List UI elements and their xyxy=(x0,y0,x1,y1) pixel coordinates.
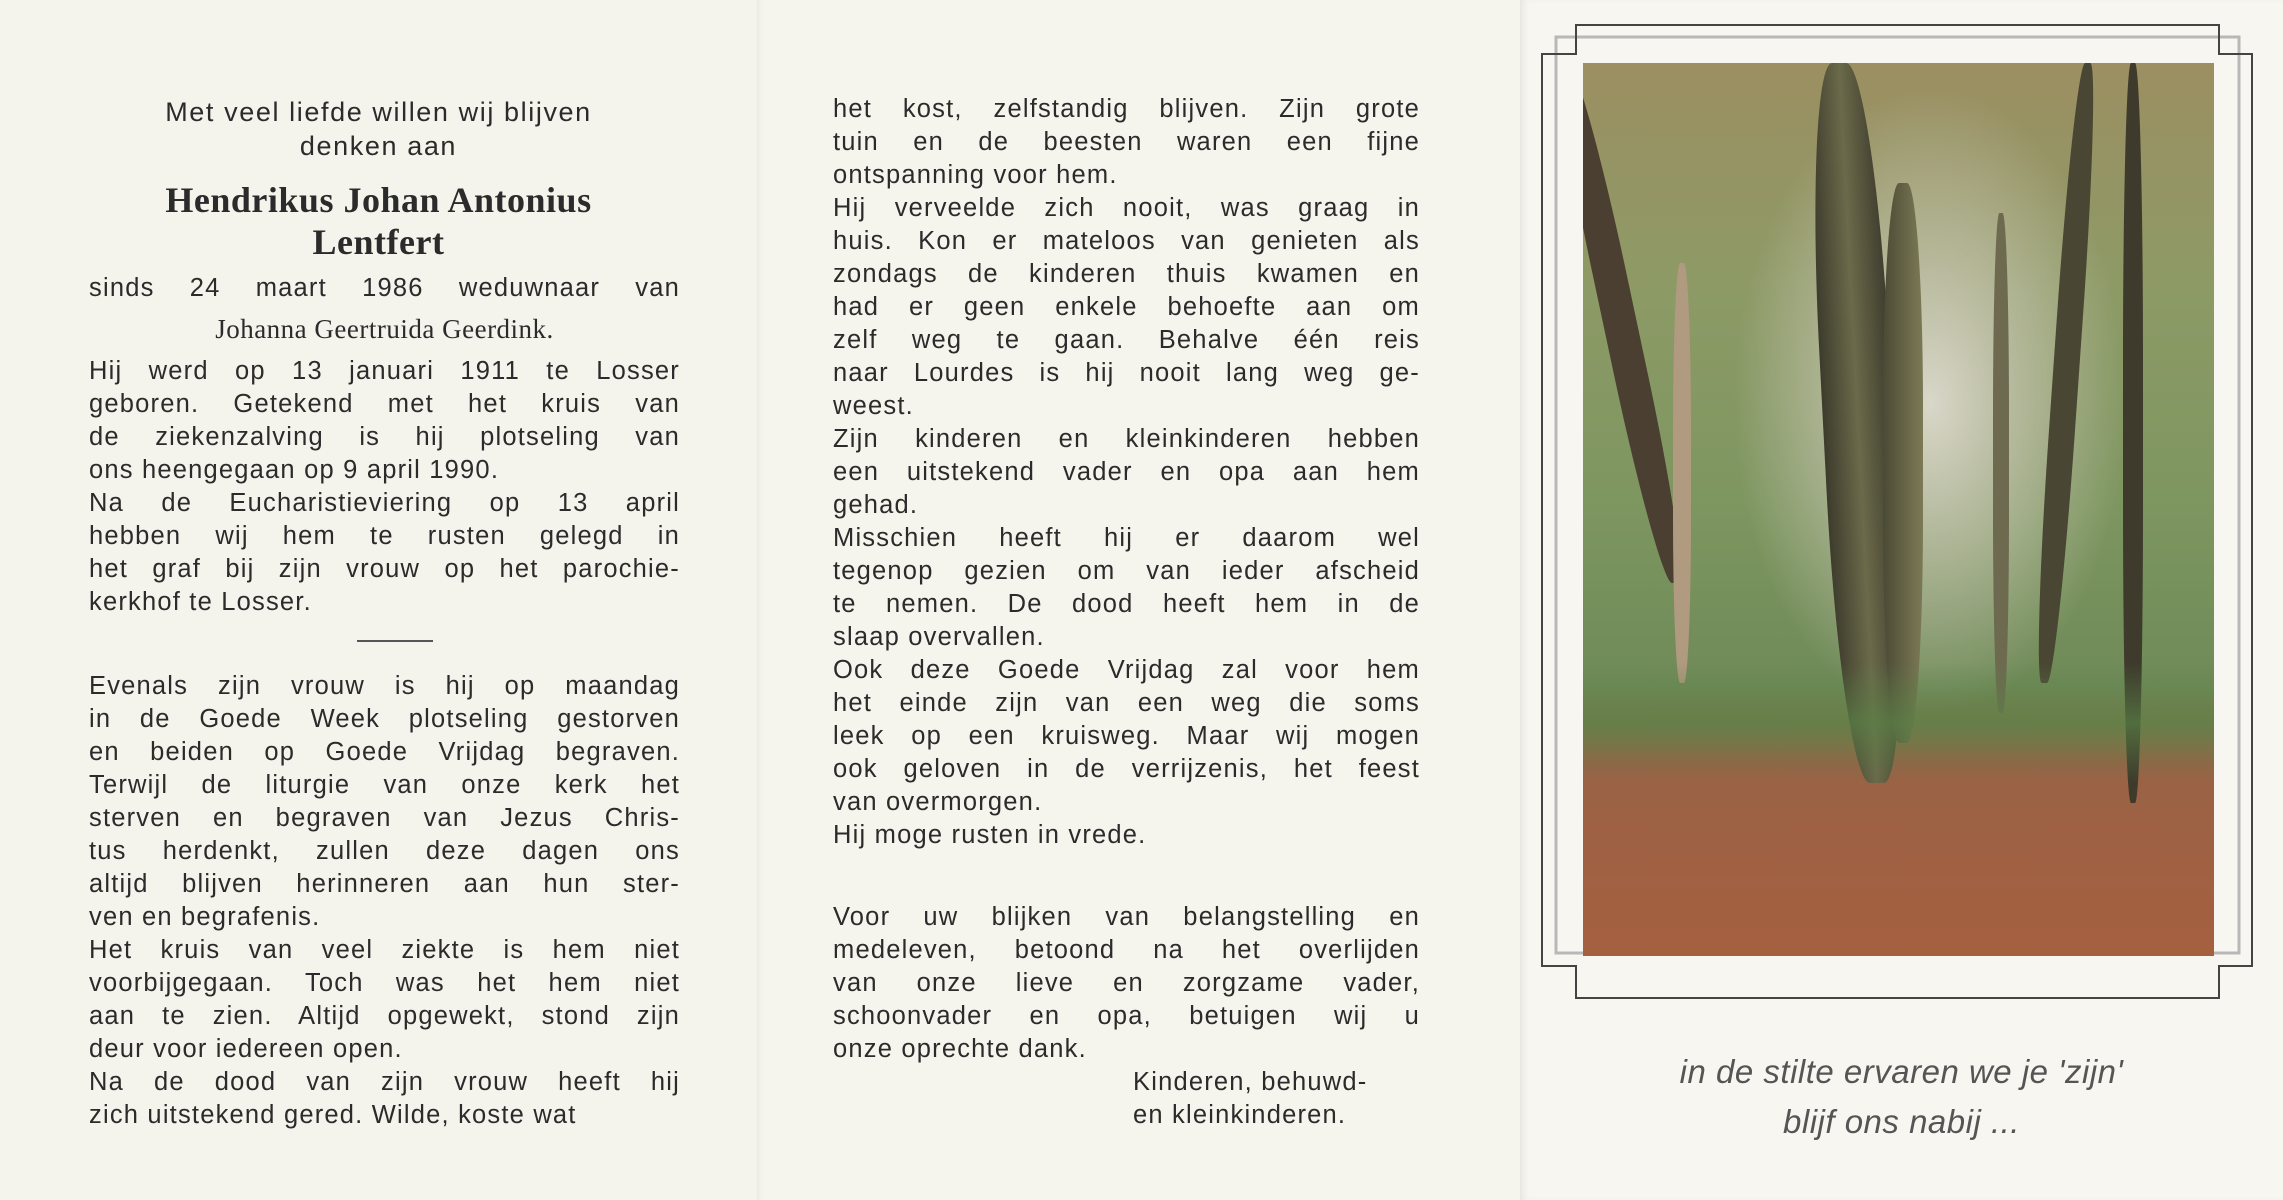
text-line: ons heengegaan op 9 april 1990. xyxy=(89,456,500,484)
text-line: van overmorgen. xyxy=(833,788,1043,816)
caption-line: in de stilte ervaren we je 'zijn' xyxy=(1679,1053,2124,1090)
intro-text xyxy=(0,95,757,163)
paragraphs xyxy=(89,670,680,1132)
text-line: altijd blijven herinneren aan hun ster- xyxy=(89,870,680,898)
text-line: de ziekenzalving is hij plotseling van xyxy=(89,423,680,451)
undergrowth xyxy=(1583,663,2214,783)
text-line: Voor uw blijken van belangstelling en xyxy=(833,903,1420,931)
text-line: een uitstekend vader en opa aan hem xyxy=(833,458,1420,486)
text-line: medeleven, betoond na het overlijden xyxy=(833,936,1420,964)
text-line: Hij moge rusten in vrede. xyxy=(833,821,1147,849)
text-line: ven en begrafenis. xyxy=(89,903,321,931)
name-line: Lentfert xyxy=(312,222,445,262)
text-line: het kost, zelfstandig blijven. Zijn grote xyxy=(833,95,1420,123)
caption xyxy=(1520,1047,2283,1147)
paragraph xyxy=(833,192,1420,423)
text-line: tus herdenkt, zullen deze dagen ons xyxy=(89,837,680,865)
paragraphs xyxy=(833,93,1420,852)
name-line: Hendrikus Johan Antonius xyxy=(165,180,592,220)
biography-bottom xyxy=(89,670,680,1132)
signature-line: en kleinkinderen. xyxy=(1133,1101,1347,1129)
caption-line: blijf ons nabij ... xyxy=(1783,1103,2020,1140)
text-line: ook geloven in de verrijzenis, het feest xyxy=(833,755,1420,783)
signature-line: Kinderen, behuwd- xyxy=(1133,1068,1368,1096)
text-line: Evenals zijn vrouw is hij op maandag xyxy=(89,672,680,700)
text-line: geboren. Getekend met het kruis van xyxy=(89,390,680,418)
text-line: huis. Kon er mateloos van genieten als xyxy=(833,227,1420,255)
text-line: Na de Eucharistieviering op 13 april xyxy=(89,489,680,517)
paragraph xyxy=(833,654,1420,819)
paragraph xyxy=(833,423,1420,522)
text-line: voorbijgegaan. Toch was het hem niet xyxy=(89,969,680,997)
text-line: tegenop gezien om van ieder afscheid xyxy=(833,557,1420,585)
paragraph xyxy=(89,355,680,487)
biography-continued xyxy=(833,93,1420,852)
paragraph xyxy=(89,487,680,619)
text-line: slaap overvallen. xyxy=(833,623,1045,651)
text-line: deur voor iedereen open. xyxy=(89,1035,403,1063)
intro-line: denken aan xyxy=(299,131,458,161)
paragraph xyxy=(89,934,680,1066)
text-line: te nemen. De dood heeft hem in de xyxy=(833,590,1420,618)
text-line: in de Goede Week plotseling gestorven xyxy=(89,705,680,733)
deceased-name xyxy=(0,179,757,263)
left-panel xyxy=(0,0,757,1200)
text-line: leek op een kruisweg. Maar wij mogen xyxy=(833,722,1420,750)
right-panel xyxy=(1520,0,2283,1200)
thanks-text xyxy=(833,901,1420,1066)
paragraph xyxy=(833,522,1420,654)
forest-photo xyxy=(1583,63,2214,956)
text-line: het graf bij zijn vrouw op het parochie- xyxy=(89,555,680,583)
text-line: naar Lourdes is hij nooit lang weg ge- xyxy=(833,359,1420,387)
text-line: hebben wij hem te rusten gelegd in xyxy=(89,522,680,550)
text-line: Ook deze Goede Vrijdag zal voor hem xyxy=(833,656,1420,684)
text-line: Terwijl de liturgie van onze kerk het xyxy=(89,771,680,799)
text-line: weest. xyxy=(833,392,914,420)
biography-top xyxy=(89,272,680,619)
text-line: had er geen enkele behoefte aan om xyxy=(833,293,1420,321)
signature xyxy=(1133,1066,1367,1132)
text-line: gehad. xyxy=(833,491,919,519)
tree-trunk xyxy=(1993,213,2009,713)
paragraph xyxy=(833,93,1420,192)
text-line: ontspanning voor hem. xyxy=(833,161,1118,189)
text-line: kerkhof te Losser. xyxy=(89,588,312,616)
wife-name: Johanna Geertruida Geerdink. xyxy=(215,314,554,344)
divider xyxy=(357,640,433,642)
text-line: Hij verveelde zich nooit, was graag in xyxy=(833,194,1420,222)
paragraphs xyxy=(833,901,1420,1066)
paragraph xyxy=(833,901,1420,1066)
paragraph xyxy=(89,1066,680,1132)
text-line: van onze lieve en zorgzame vader, xyxy=(833,969,1420,997)
text-line: tuin en de beesten waren een fijne xyxy=(833,128,1420,156)
paragraph xyxy=(833,819,1420,852)
text-line: Zijn kinderen en kleinkinderen hebben xyxy=(833,425,1420,453)
text-line: onze oprechte dank. xyxy=(833,1035,1087,1063)
tree-trunk xyxy=(1673,263,1691,683)
text-line: zelf weg te gaan. Behalve één reis xyxy=(833,326,1420,354)
text-line: Hij werd op 13 januari 1911 te Losser xyxy=(89,357,680,385)
tree-trunk xyxy=(2031,63,2100,683)
text-line: Misschien heeft hij er daarom wel xyxy=(833,524,1420,552)
middle-panel xyxy=(757,0,1520,1200)
paragraph xyxy=(89,670,680,934)
text-line: zondags de kinderen thuis kwamen en xyxy=(833,260,1420,288)
text-line: aan te zien. Altijd opgewekt, stond zijn xyxy=(89,1002,680,1030)
paragraphs xyxy=(89,355,680,619)
tree-trunk xyxy=(1883,183,1923,743)
text-line: het einde zijn van een weg die soms xyxy=(833,689,1420,717)
intro-line: Met veel liefde willen wij blijven xyxy=(165,97,592,127)
widow-line: sinds 24 maart 1986 weduwnaar van xyxy=(89,274,680,302)
text-line: sterven en begraven van Jezus Chris- xyxy=(89,804,680,832)
text-line: Na de dood van zijn vrouw heeft hij xyxy=(89,1068,680,1096)
text-line: en beiden op Goede Vrijdag begraven. xyxy=(89,738,680,766)
text-line: schoonvader en opa, betuigen wij u xyxy=(833,1002,1420,1030)
text-line: Het kruis van veel ziekte is hem niet xyxy=(89,936,680,964)
text-line: zich uitstekend gered. Wilde, koste wat xyxy=(89,1101,577,1129)
